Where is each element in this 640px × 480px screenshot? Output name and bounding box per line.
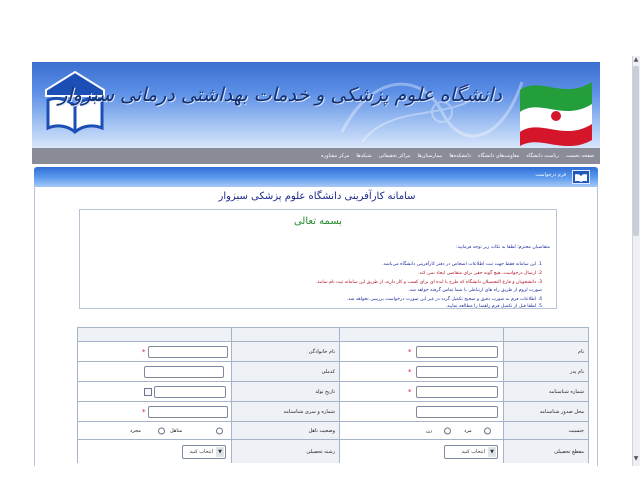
national-id-field[interactable] [416,386,498,398]
chevron-down-icon: ▼ [488,447,496,457]
form-cell [77,440,231,463]
table-row [77,439,589,463]
required-mark: * [408,387,412,396]
nav-items [321,148,594,164]
form-cell [77,362,231,381]
form-cell [77,342,231,361]
nav-item[interactable]: شبکه‌ها [356,153,372,159]
main-navigation [32,148,600,164]
id-issue-place-field[interactable] [416,406,498,418]
notice-box [79,209,557,309]
content-panel [34,187,598,466]
nav-item[interactable]: صفحه نخست [565,153,594,159]
iran-flag-icon [514,70,596,146]
table-row [77,421,589,439]
form-cell [339,422,503,439]
form-cell [231,328,339,341]
notice-intro: متقاضیان محترم؛ لطفا به نکات زیر توجه فرمایید: [456,245,550,250]
national-code-field[interactable] [144,366,224,378]
female-radio[interactable] [444,427,451,434]
table-row [77,361,589,381]
nav-item[interactable]: بیمارستان‌ها [417,153,443,159]
select-value: انتخاب کنید [189,448,213,455]
form-cell [503,422,589,439]
birth-date-field[interactable] [154,386,226,398]
notice-line: 3. دانشجویان و فارغ التحصیلان دانشگاه که طرح یا ایده ای برای کسب و کار دارند، از طریق این سامانه ثبت نام نمایند. [315,280,542,285]
notice-line: 4. اطلاعات فرم به صورت دقیق و صحیح تکمیل گردد در غیر این صورت درخواست بررسی نخواهد شد. [346,297,542,302]
last-name-label: نام خانوادگی [308,348,335,355]
notice-line: 2. ارسال درخواست، هیچ گونه حقی برای متقاضی ایجاد نمی کند. [418,271,542,276]
form-cell [503,382,589,401]
notice-greeting: بسمه تعالی [293,216,343,227]
table-row [77,401,589,421]
book-icon [572,170,590,184]
form-cell [503,440,589,463]
form-cell [77,402,231,421]
required-mark: * [142,407,146,416]
nav-item[interactable]: مرکز مشاوره [321,153,350,159]
last-name-field[interactable] [148,346,228,358]
first-name-field[interactable] [416,346,498,358]
married-radio[interactable] [216,427,223,434]
form-cell [503,328,589,341]
form-cell [231,402,339,421]
form-cell [339,362,503,381]
scroll-down-icon[interactable]: ▼ [633,455,639,462]
form-cell [231,362,339,381]
gender-label: جنسیت [568,427,584,434]
form-cell [339,382,503,401]
female-option-label: زن [426,427,433,434]
father-name-field[interactable] [416,366,498,378]
field-of-study-label: رشته تحصیلی [306,448,335,455]
calendar-icon[interactable] [144,388,152,396]
required-mark: * [408,347,412,356]
form-cell [503,362,589,381]
marital-status-label: وضعیت تاهل [308,427,335,434]
select-value: انتخاب کنید [461,448,485,455]
nav-item[interactable]: دانشکده‌ها [449,153,471,159]
table-row [77,381,589,401]
form-cell [339,342,503,361]
nav-item[interactable]: مراکز تحقیقاتی [378,153,411,159]
form-cell [503,402,589,421]
form-header-row [77,327,589,341]
id-serial-label: شماره و سری شناسنامه [283,408,335,415]
required-mark: * [142,347,146,356]
single-option-label: مجرد [130,427,141,434]
form-cell [77,382,231,401]
form-cell [339,328,503,341]
form-cell [339,440,503,463]
form-cell [231,422,339,439]
birth-date-label: تاریخ تولد [315,388,335,395]
id-serial-field[interactable] [148,406,228,418]
nav-item[interactable]: معاونت‌های دانشگاه [477,153,520,159]
form-cell [77,422,231,439]
education-select[interactable] [444,445,498,459]
notice-line: 1. این سامانه فقط جهت ثبت اطلاعات اشخاص در دفتر کارآفرینی دانشگاه می‌باشد. [382,262,542,267]
form-cell [231,440,339,463]
scrollbar-thumb[interactable] [633,66,639,236]
id-issue-place-label: محل صدور شناسنامه [539,408,584,415]
married-option-label: متاهل [170,427,183,434]
field-of-study-select[interactable] [182,445,226,459]
page-header-strip [34,167,598,187]
national-code-label: کدملی [321,368,335,375]
page-title: سامانه کارآفرینی دانشگاه علوم پزشکی سبزوار [218,191,416,202]
male-radio[interactable] [484,427,491,434]
male-option-label: مرد [464,427,472,434]
form-cell [77,328,231,341]
notice-line: صورت لزوم از طریق راه های ارتباطی با شما تماس گرفته خواهد شد. [408,288,542,293]
form-cell [231,342,339,361]
site-banner [32,62,600,148]
banner-title: دانشگاه علوم پزشکی و خدمات بهداشتی درمانی سبزوار [58,84,502,106]
father-name-label: نام پدر [569,368,584,375]
notice-line: 5. لطفا قبل از تکمیل فرم راهنما را مطالعه نمایید. [445,304,542,309]
single-radio[interactable] [158,427,165,434]
education-label: مقطع تحصیلی [554,448,584,455]
nav-item[interactable]: ریاست دانشگاه [526,153,559,159]
national-id-label: شماره شناسنامه [548,388,584,395]
scroll-up-icon[interactable]: ▲ [633,56,639,63]
first-name-label: نام [577,348,584,355]
form-cell [231,382,339,401]
required-mark: * [408,367,412,376]
chevron-down-icon: ▼ [216,447,224,457]
form-cell [503,342,589,361]
page-strip-label: فرم درخواست [535,172,566,178]
table-row [77,341,589,361]
form-cell [339,402,503,421]
